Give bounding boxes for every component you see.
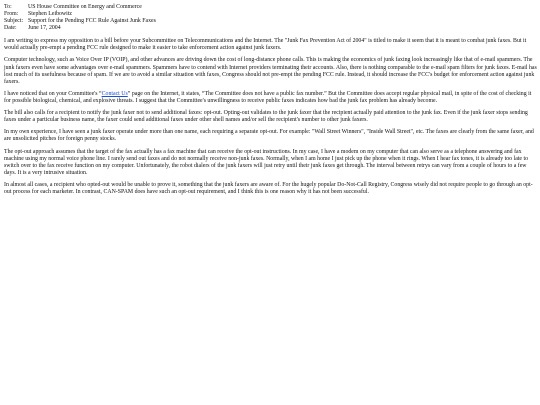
paragraph-technology: Computer technology, such as Voice Over IP (VOIP), and other advances are driving down the cost of long-distance phone calls. This is making the economics of junk faxing look increasingly like that of e-mail spammers. The junk faxers even have some advantages over e-mail spammers. Spammers have to contend with Internet providers terminating their accounts. Also, there is nothing comparable to the e-mail spam filters for junk faxes. E-mail has lost much of its usefulness because of spam. If we are to avoid a similar situation with faxes, Congress should not pre-empt the pending FCC rule. Instead, it should increase the FCC's budget for enforcement action against junk faxers. — [4, 57, 537, 85]
contact-text-before: I have noticed that on your Committee's “ — [4, 90, 102, 97]
paragraph-experience: In my own experience, I have seen a junk faxer operate under more than one name, each requiring a separate opt-out. For example: "Wall Street Winners", "Inside Wall Street", etc. The faxes are clearly from the same faxer, and are unsolicited pitches for foreign penny stocks. — [4, 129, 534, 143]
date-value: June 17, 2004 — [28, 25, 61, 32]
subject-label: Subject: — [4, 18, 24, 25]
to-label: To: — [4, 4, 12, 10]
from-label: From: — [4, 11, 19, 18]
paragraph-conclusion: In almost all cases, a recipient who opted-out would be unable to prove it, something that the junk faxers are aware of. For the hugely popular Do-Not-Call Registry, Congress wisely did not require people to go through an opt-out process for each marketer. In contrast, CAN-SPAM does have such an opt-out requirement, and I think this is one reason why it has not been successful. — [4, 182, 533, 196]
paragraph-fax-machine: The opt-out approach assumes that the target of the fax actually has a fax machine that can receive the opt-out instructions. In my case, I have a modem on my computer that can also serve as a telephone answering and fax machine using my normal voice phone line. I rarely send out faxes and do not normally receive non-junk faxes. Normally, when I am home I just pick up the phone when it rings. When I hear fax tones, it is already too late to switch over to the fax receive function on my computer. Unfortunately, the robot dialers of the junk faxers will just retry until their junk faxes get through. The interval between retrys can vary from a couple of hours to a few days. It is a very intrusive situation. — [4, 148, 529, 176]
subject-value: Support for the Pending FCC Rule Against Junk Faxes — [28, 18, 156, 25]
paragraph-contact-us — [4, 91, 537, 105]
paragraph-opposition: I am writing to express my opposition to a bill before your Subcommittee on Telecommunications and the Internet. The "Junk Fax Prevention Act of 2004" is titled to make it seem that it is meant to combat junk faxes. But it would actually pre-empt a pending FCC rule designed to make it easier to take enforcement action against junk faxers. — [4, 38, 527, 52]
memo-header — [4, 4, 537, 32]
to-value: US House Committee on Energy and Commerce — [28, 4, 142, 10]
contact-us-link[interactable]: Contact Us — [101, 90, 128, 97]
date-label: Date: — [4, 25, 17, 32]
paragraph-opt-out: The bill also calls for a recipient to notify the junk faxer not to send additional faxes: opt-out. Opting-out validates to the junk faxer that the recipient actually paid attention to the junk fax. Even if the junk faxer stops sending faxes under a particular business name, the faxer could send additional faxes under other shell names and/or sell the recipient's number to other junk faxers. — [4, 110, 528, 124]
from-value: Stephen Leibowitz — [28, 11, 72, 18]
contact-text-after: ” page on the Internet, it states, “The Committee does not have a public fax number.” But the Committee does accept regular physical mail, in spite of the cost of checking it for possible biological, chemical, and explosive threats. I suggest that the Committee's unwillingness to receive public faxes indicates how bad the junk fax problem has already become. — [4, 90, 532, 104]
